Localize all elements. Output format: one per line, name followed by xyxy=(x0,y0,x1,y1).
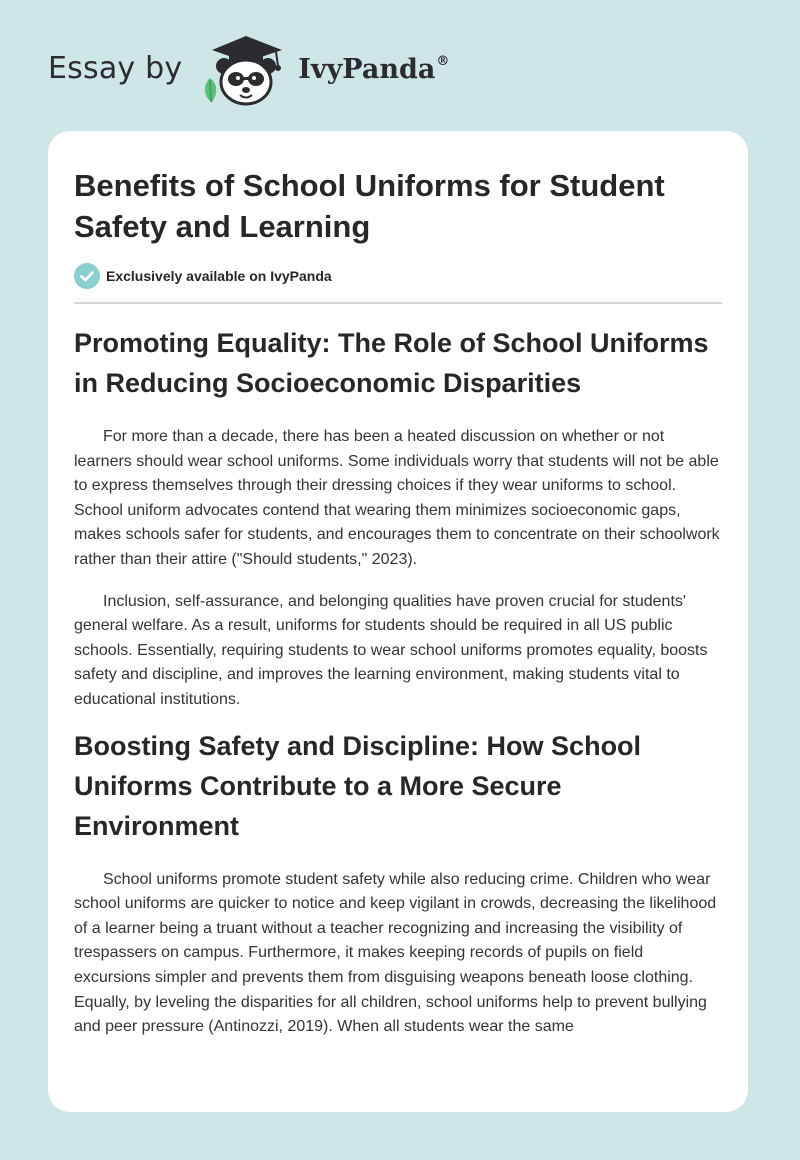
registered-mark: ® xyxy=(436,53,450,69)
ivypanda-logo-icon[interactable] xyxy=(196,30,292,110)
section-heading: Promoting Equality: The Role of School Uniforms in Reducing Socioeconomic Disparities xyxy=(74,328,709,398)
section-heading: Boosting Safety and Discipline: How School Uniforms Contribute to a More Secure Environment xyxy=(74,730,642,841)
checkmark-icon xyxy=(74,263,100,289)
essay-card xyxy=(48,131,748,1112)
exclusive-badge-label: Exclusively available on IvyPanda xyxy=(106,268,332,284)
paragraph: For more than a decade, there has been a heated discussion on whether or not learners should wear school uniforms. Some individuals worry that students will not be able to express themselves through their dressing choices if they wear uniforms to school. School uniform advocates contend that wearing them minimizes socioeconomic gaps, makes schools safer for students, and encourages them to concentrate on their schoolwork rather than their attire ("Should students," 2023). xyxy=(74,428,720,568)
site-header xyxy=(48,30,548,110)
paragraph: School uniforms promote student safety while also reducing crime. Children who wear school uniforms are quicker to notice and keep vigilant in crowds, decreasing the likelihood of a learner being a truant without a teacher recognizing and increasing the visibility of trespassers on campus. Furthermore, it makes keeping records of pupils on field excursions simpler and prevents them from disguising weapons beneath loose clothing. Equally, by leveling the disparities for all children, school uniforms help to prevent bullying and peer pressure (Antinozzi, 2019). When all students wear the same xyxy=(74,870,717,1036)
exclusive-badge xyxy=(74,263,332,289)
essay-title: Benefits of School Uniforms for Student Safety and Learning xyxy=(74,168,665,244)
essay-body xyxy=(74,323,722,1057)
essay-by-label: Essay by xyxy=(48,50,183,86)
paragraph: Inclusion, self-assurance, and belonging qualities have proven crucial for students' general welfare. As a result, uniforms for students should be required in all US public schools. Essentially, requiring students to wear school uniforms promotes equality, boosts safety and discipline, and improves the learning environment, making students vital to educational institutions. xyxy=(74,592,708,708)
brand-name[interactable]: IvyPanda® xyxy=(298,53,450,85)
title-divider xyxy=(74,302,722,304)
